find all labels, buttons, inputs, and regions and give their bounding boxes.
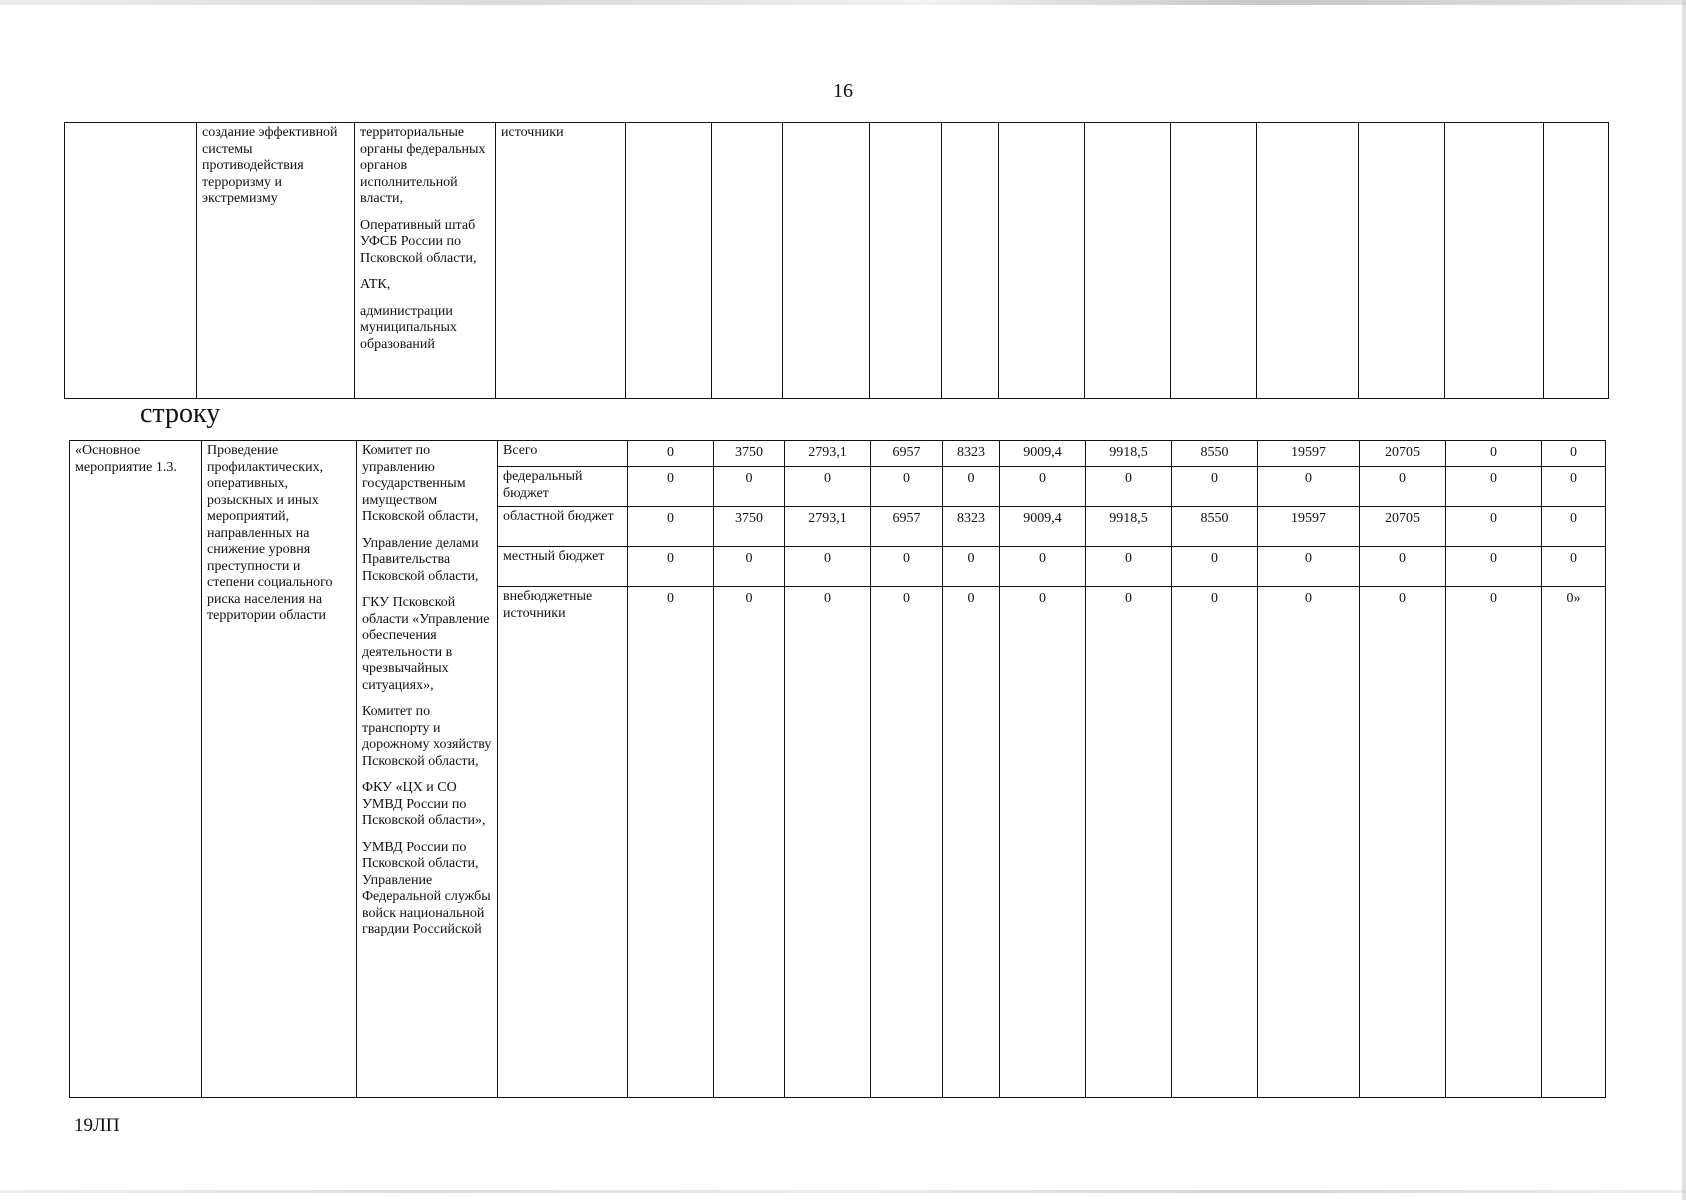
executor-paragraph: УМВД России по Псковской области, Управление Федеральной службы войск национальной гвардии Российской [362,839,491,937]
executors-cell [355,123,496,399]
document-code: 19ЛП [74,1115,120,1136]
value-cell: 0 [1542,441,1606,467]
value-cell [870,123,942,399]
value-cell: 0 [1086,467,1172,507]
value-cell: 0 [1172,587,1258,1098]
value-cell: 0 [628,587,714,1098]
executor-paragraph: Оперативный штаб УФСБ России по Псковской области, [360,217,477,266]
value-cell: 2793,1 [785,441,871,467]
value-cell: 20705 [1360,507,1446,547]
executor-paragraph: АТК, [360,277,391,292]
page-number: 16 [833,80,853,102]
funding-source-cell: Всего [498,441,628,467]
value-cell: 0 [1542,547,1606,587]
value-cell: 8550 [1172,441,1258,467]
value-cell: 0 [1446,441,1542,467]
funding-source-cell: местный бюджет [498,547,628,587]
scan-edge-right [1682,0,1686,1200]
value-cell: 19597 [1258,507,1360,547]
value-cell [626,123,712,399]
executor-paragraph: территориальные органы федеральных органов исполнительной власти, [360,125,486,206]
value-cell: 6957 [871,441,943,467]
value-cell [1544,123,1609,399]
executor-paragraph: ГКУ Псковской области «Управление обеспечения деятельности в чрезвычайных ситуациях», [362,595,490,693]
executor-paragraph: Комитет по транспорту и дорожному хозяйству Псковской области, [362,704,492,769]
value-cell: 0 [943,587,1000,1098]
value-cell: 0 [1360,467,1446,507]
continued-row [65,123,1609,399]
value-cell: 3750 [714,441,785,467]
value-cell: 8323 [943,507,1000,547]
executor-paragraph: Комитет по управлению государственным имуществом Псковской области, [362,443,479,524]
value-cell: 8323 [943,441,1000,467]
value-cell [1359,123,1445,399]
value-cell: 0 [714,547,785,587]
value-cell: 0 [1172,547,1258,587]
value-cell: 20705 [1360,441,1446,467]
value-cell [999,123,1085,399]
cell-empty [65,123,197,399]
executors-cell [357,441,498,1098]
value-cell [783,123,870,399]
value-cell: 0 [1360,587,1446,1098]
value-cell: 9918,5 [1086,441,1172,467]
value-cell: 0 [1542,467,1606,507]
scan-edge-bottom [0,1190,1686,1193]
value-cell: 0 [1446,587,1542,1098]
task-cell [197,123,355,399]
value-cell: 0 [1542,507,1606,547]
value-cell: 0 [943,547,1000,587]
scan-edge-top [0,0,1686,5]
value-cell: 0 [628,507,714,547]
value-cell [712,123,783,399]
source-cell [496,123,626,399]
value-cell: 0 [1258,587,1360,1098]
activity-description: Проведение профилактических, оперативных, розыскных и иных мероприятий, направленных на снижение уровня преступности и степени социального риска населения на территории области [207,443,333,623]
activity-table [69,440,1606,1098]
value-cell: 0 [1086,587,1172,1098]
value-cell: 0 [1000,547,1086,587]
source-text: источники [501,125,564,140]
continued-table [64,122,1609,399]
value-cell: 0 [1086,547,1172,587]
funding-source-cell: внебюджетные источники [498,587,628,1098]
value-cell [1445,123,1544,399]
value-cell [1171,123,1257,399]
value-cell: 0 [871,547,943,587]
value-cell [942,123,999,399]
section-word: строку [140,398,221,429]
executor-paragraph: администрации муниципальных образований [360,303,457,352]
funding-source-cell: федеральный бюджет [498,467,628,507]
value-cell: 0 [943,467,1000,507]
value-cell: 0 [871,467,943,507]
task-text: создание эффективной системы противодействия терроризму и экстремизму [202,125,338,206]
value-cell: 0 [714,587,785,1098]
value-cell: 0 [1258,467,1360,507]
value-cell: 0 [1000,587,1086,1098]
value-cell: 0 [1000,467,1086,507]
activity-description-cell [202,441,357,1098]
value-cell: 0 [714,467,785,507]
value-cell: 0» [1542,587,1606,1098]
value-cell: 0 [1360,547,1446,587]
budget-row [70,441,1606,467]
activity-label-cell [70,441,202,1098]
value-cell: 8550 [1172,507,1258,547]
value-cell: 0 [1446,507,1542,547]
value-cell: 0 [871,587,943,1098]
value-cell: 9918,5 [1086,507,1172,547]
activity-label: «Основное мероприятие 1.3. [75,443,177,475]
value-cell: 9009,4 [1000,507,1086,547]
value-cell: 0 [785,587,871,1098]
value-cell: 3750 [714,507,785,547]
value-cell: 0 [1446,547,1542,587]
value-cell: 19597 [1258,441,1360,467]
executor-paragraph: ФКУ «ЦХ и СО УМВД России по Псковской области», [362,780,486,828]
value-cell [1257,123,1359,399]
value-cell: 0 [1446,467,1542,507]
value-cell: 0 [628,467,714,507]
value-cell [1085,123,1171,399]
value-cell: 0 [785,547,871,587]
value-cell: 0 [785,467,871,507]
value-cell: 0 [628,441,714,467]
value-cell: 9009,4 [1000,441,1086,467]
value-cell: 2793,1 [785,507,871,547]
funding-source-cell: областной бюджет [498,507,628,547]
value-cell: 0 [1258,547,1360,587]
value-cell: 0 [1172,467,1258,507]
value-cell: 6957 [871,507,943,547]
executor-paragraph: Управление делами Правительства Псковской области, [362,535,479,584]
value-cell: 0 [628,547,714,587]
